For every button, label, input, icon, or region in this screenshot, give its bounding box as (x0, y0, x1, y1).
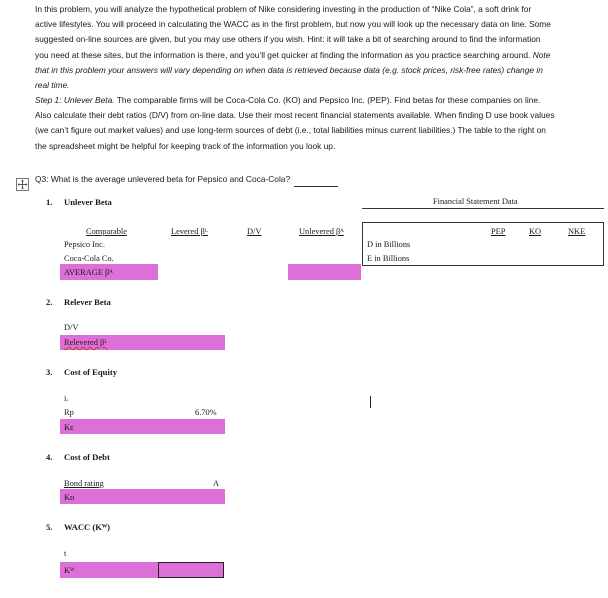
section-2-title: Relever Beta (64, 297, 111, 307)
bond-rating-label: Bond rating (64, 479, 104, 488)
section-1-number: 1. (46, 197, 53, 207)
fsd-title: Financial Statement Data (433, 197, 518, 206)
section-5-number: 5. (46, 522, 53, 532)
step1-paragraph (35, 93, 555, 154)
average-beta-label: AVERAGE βᴬ (64, 268, 113, 277)
fsd-col-nke: NKE (568, 227, 586, 236)
intro-text: In this problem, you will analyze the hypothetical problem of Nike considering investing in the production of “Nike Cola”, a soft drink for active lifestyles. You will proceed in calculating the WACC as in the first problem, but now you will look up the necessary data on line. Some suggested on-line sources are given, but you may use others if you wish. Hint: it will take a bit of searching around to find the information you need at these sites, but the information is there, and you’ll get quicker at finding the information as you practice searching around. (35, 4, 551, 60)
relevered-beta-label: Relevered βᴸ (64, 338, 108, 347)
col-unlevered-beta: Unlevered βᴬ (299, 227, 344, 236)
section-2-number: 2. (46, 297, 53, 307)
move-handle-icon[interactable] (16, 178, 29, 191)
col-levered-beta: Levered βᴸ (171, 227, 208, 236)
tax-rate-label: t (64, 549, 67, 558)
row-pepsico: Pepsico Inc. (64, 240, 105, 249)
fsd-top-rule (362, 208, 604, 209)
average-unlevered-beta-cell[interactable] (288, 264, 361, 280)
col-dv: D/V (247, 227, 262, 236)
wacc-label: Kᵂ (64, 566, 75, 575)
fsd-col-ko: KO (529, 227, 542, 236)
cost-of-equity-label: Kᴇ (64, 423, 74, 432)
col-comparable: Comparable (86, 227, 127, 236)
q3-question (35, 172, 338, 187)
row-coca-cola: Coca-Cola Co. (64, 254, 114, 263)
wacc-value-cell[interactable] (158, 562, 224, 578)
section-3-title: Cost of Equity (64, 367, 118, 377)
section-1-title: Unlever Beta (64, 197, 112, 207)
risk-premium-label: Rp (64, 408, 74, 417)
fsd-col-pep: PEP (491, 227, 506, 236)
section-5-title: WACC (Kᵂ) (64, 522, 110, 532)
step1-label: Step 1: Unlever Beta. (35, 95, 115, 105)
risk-premium-value: 6.70% (195, 408, 217, 417)
q3-answer-line[interactable] (294, 177, 338, 187)
section-4-number: 4. (46, 452, 53, 462)
fsd-row-e: E in Billions (367, 254, 410, 263)
relever-dv-label: D/V (64, 323, 79, 332)
cost-of-equity-cell[interactable] (60, 419, 225, 434)
fsd-row-d: D in Billions (367, 240, 411, 249)
cost-of-debt-cell[interactable] (60, 489, 225, 504)
q3-text: Q3: What is the average unlevered beta for Pepsico and Coca-Cola? (35, 174, 291, 184)
risk-free-label: iᵣ (64, 394, 69, 403)
step1-text: The comparable firms will be Coca-Cola Co. (KO) and Pepsico Inc. (PEP). Find betas for these companies on line. Also calculate their debt ratios (D/V) from on-line data. Use their most recent financial statements available. When finding D use book values (we can’t figure out market values) and use long-term sources of debt (i.e., total liabilities minus current liabilities.) The table to the right on the spreadsheet might be helpful for keeping track of the information you look up. (35, 95, 555, 151)
section-3-number: 3. (46, 367, 53, 377)
bond-rating-value: A (213, 479, 220, 488)
intro-note: Note that in this problem your answers will vary depending on when data is retrieved because data (e.g. stock prices, risk-free rates) change in real time. (35, 49, 551, 91)
intro-paragraph (35, 2, 555, 93)
section-4-title: Cost of Debt (64, 452, 110, 462)
cost-of-debt-label: Kᴅ (64, 493, 75, 502)
text-cursor (370, 396, 371, 408)
